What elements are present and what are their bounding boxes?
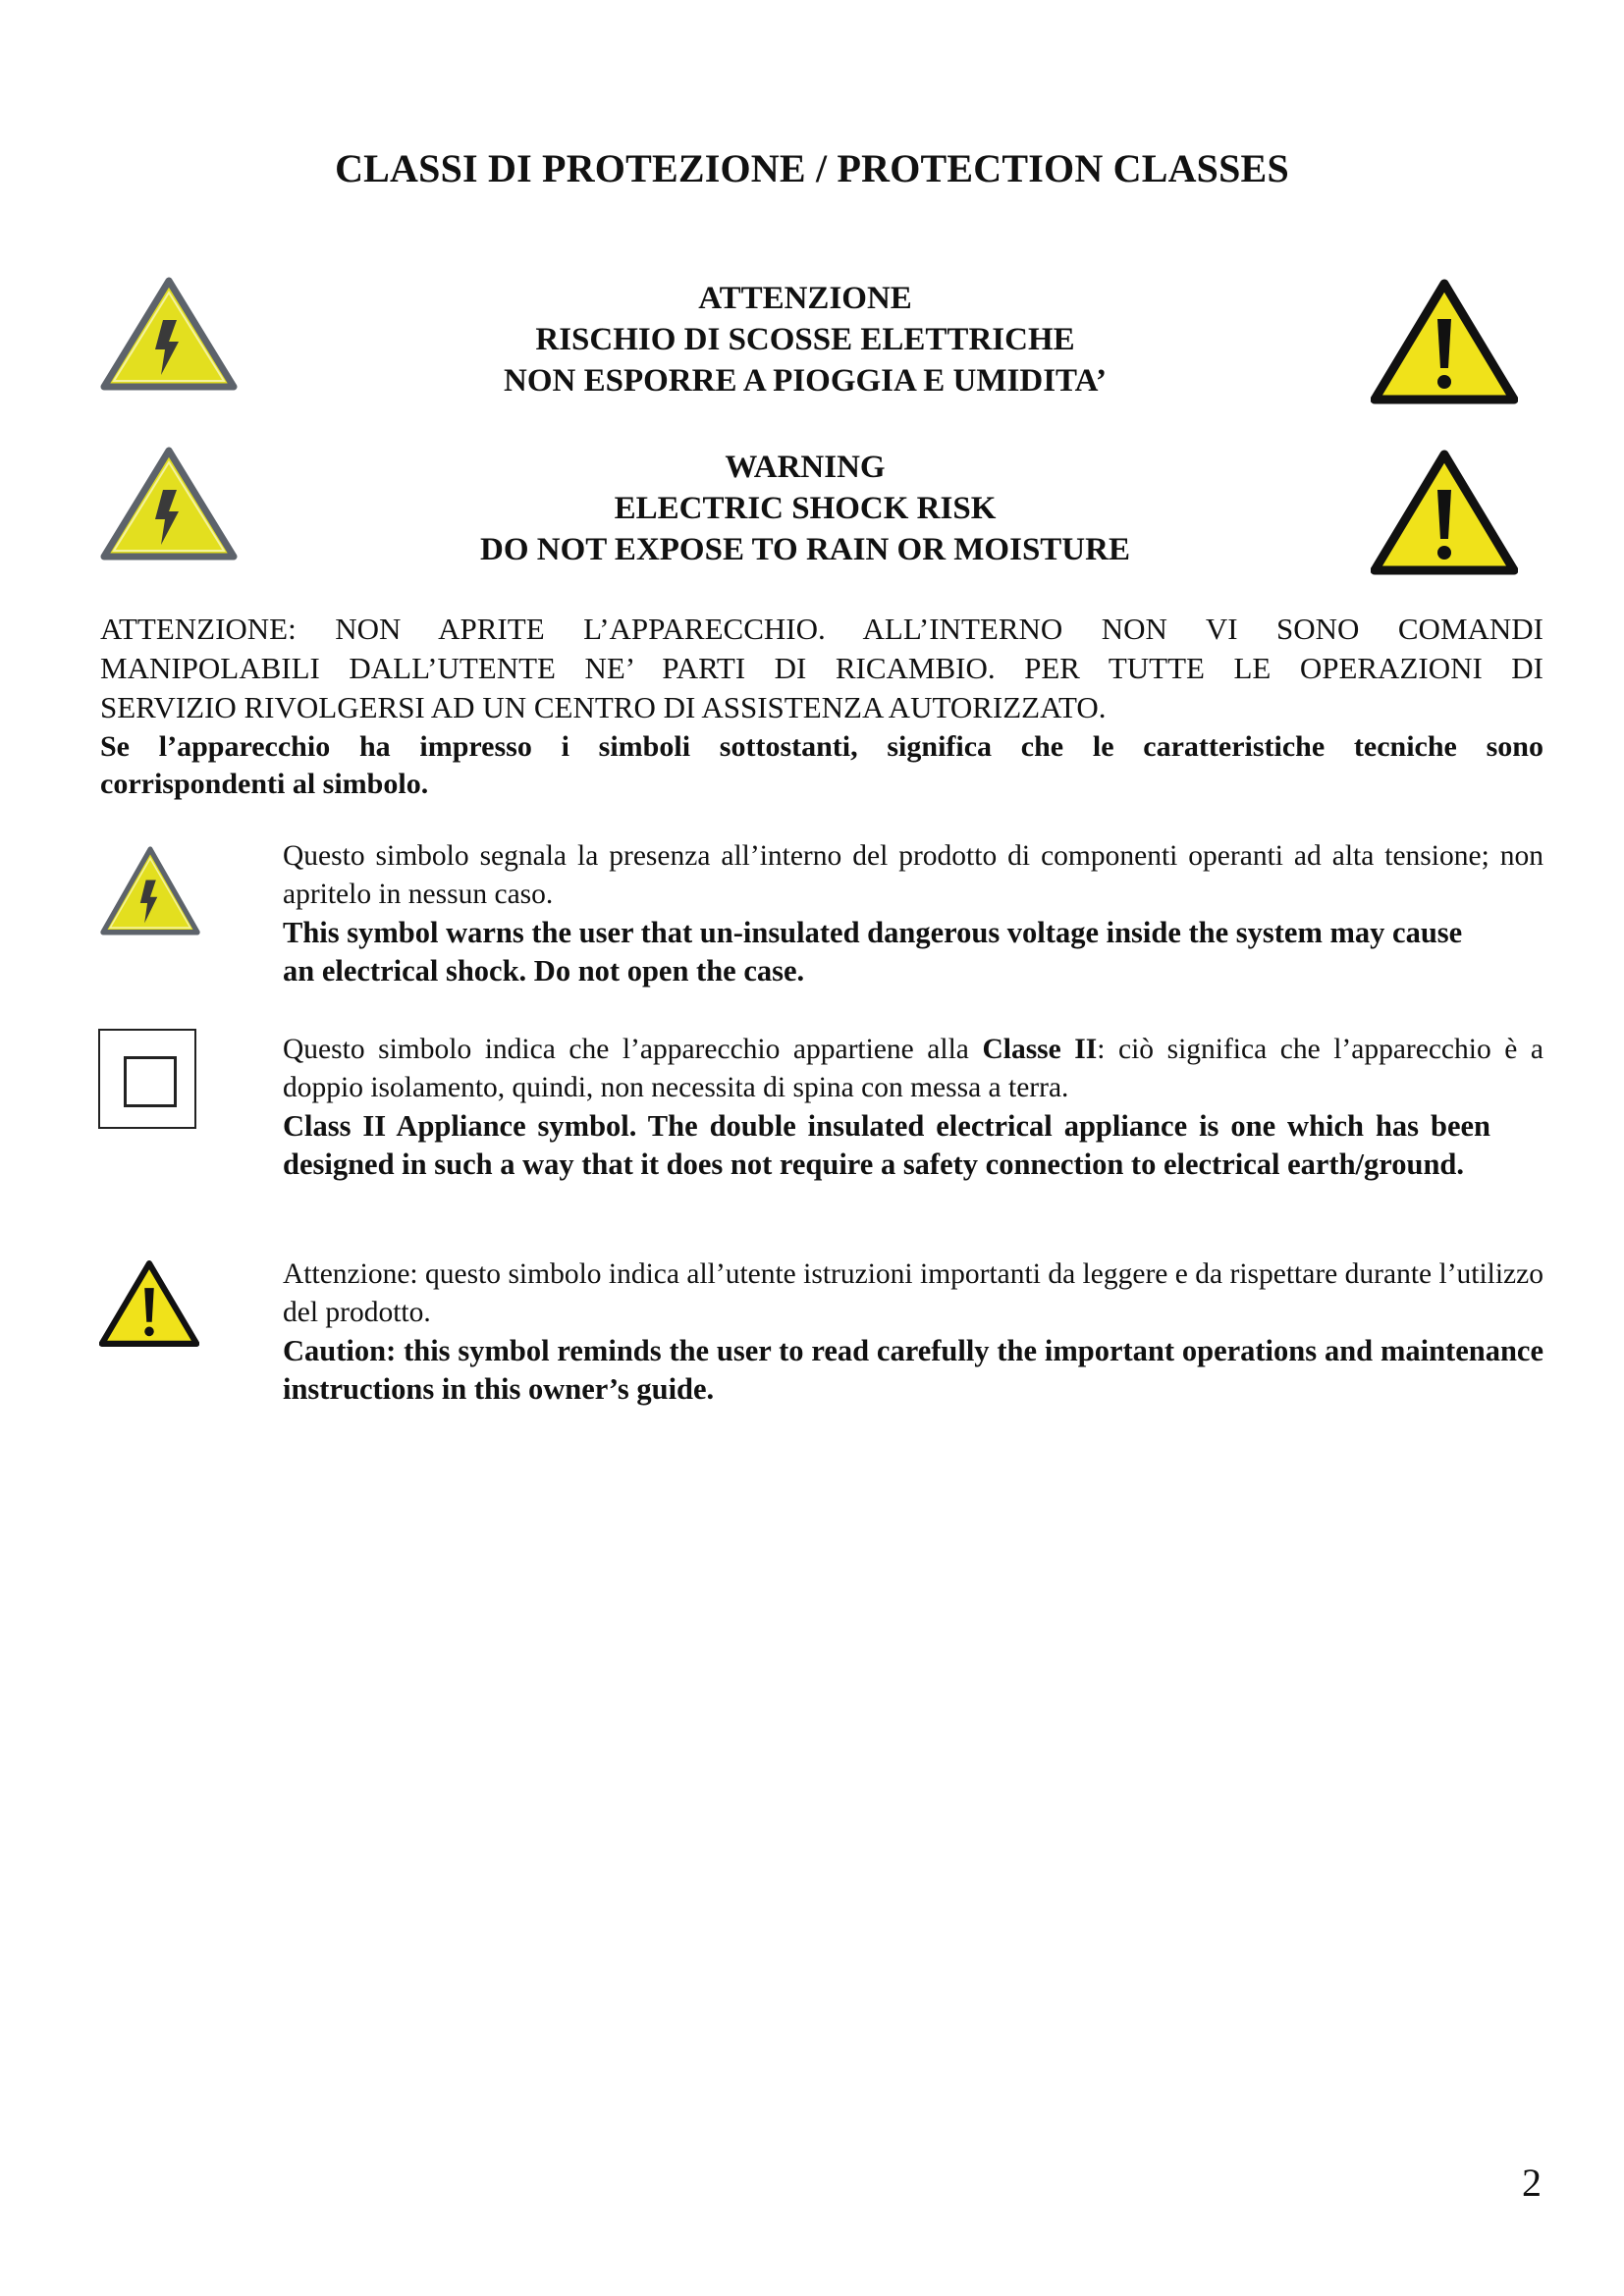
page-number: 2 — [1522, 2161, 1542, 2205]
symbol-caution-en: Caution: this symbol reminds the user to read carefully the important operations and maintenance instructions in this owner’s guide. — [283, 1334, 1543, 1406]
high-voltage-icon — [100, 277, 238, 395]
symbol-class2-it-pre: Questo simbolo indica che l’apparecchio appartiene alla — [283, 1034, 983, 1065]
warning-it-line1: ATTENZIONE — [698, 281, 912, 316]
symbol-caution-it: Attenzione: questo simbolo indica all’utente istruzioni importanti da leggere e da rispettare durante l’utilizzo del prodotto. — [283, 1258, 1543, 1328]
warning-it-line2: RISCHIO DI SCOSSE ELETTRICHE — [535, 322, 1075, 357]
class-ii-icon — [98, 1029, 196, 1129]
warning-it-line3: NON ESPORRE A PIOGGIA E UMIDITA’ — [504, 363, 1107, 399]
symbol-class2-it — [283, 1031, 1543, 1107]
warning-en-line1: WARNING — [725, 450, 886, 485]
symbol-class2-text — [283, 1031, 1543, 1184]
symbol-high-voltage-it: Questo simbolo segnala la presenza all’interno del prodotto di componenti operanti ad alta tensione; non apritelo in nessun caso. — [283, 840, 1543, 910]
page-title: CLASSI DI PROTEZIONE / PROTECTION CLASSES — [335, 146, 1289, 190]
symbol-high-voltage-text — [283, 837, 1543, 990]
notice-line2: MANIPOLABILI DALL’UTENTE NE’ PARTI DI RICAMBIO. PER TUTTE LE OPERAZIONI DI — [100, 651, 1543, 685]
notice-bold-line2: corrispondenti al simbolo. — [100, 768, 429, 800]
warning-en-line3: DO NOT EXPOSE TO RAIN OR MOISTURE — [480, 532, 1130, 567]
caution-icon — [1371, 449, 1518, 576]
notice-bold-line1: Se l’apparecchio ha impresso i simboli sottostanti, significa che le caratteristiche tecniche sono — [100, 730, 1543, 763]
warning-it — [353, 278, 1257, 401]
symbol-high-voltage-en: This symbol warns the user that un-insulated dangerous voltage inside the system may cause an electrical shock. Do not open the case. — [283, 916, 1463, 988]
notice-line3: SERVIZIO RIVOLGERSI AD UN CENTRO DI ASSISTENZA AUTORIZZATO. — [100, 690, 1107, 724]
high-voltage-icon — [100, 447, 238, 564]
notice-paragraph — [100, 612, 1543, 802]
warning-en-line2: ELECTRIC SHOCK RISK — [614, 491, 997, 526]
symbol-class2-it-post: : ciò significa che l’apparecchio è a doppio isolamento, quindi, non necessita di spina con messa a terra. — [283, 1034, 1544, 1103]
warning-en — [353, 447, 1257, 570]
high-voltage-icon — [100, 846, 200, 938]
caution-icon — [1371, 278, 1518, 405]
symbol-class2-en: Class II Appliance symbol. The double insulated electrical appliance is one which has been designed in such a way that it does not require a safety connection to electrical earth/ground. — [283, 1109, 1490, 1181]
caution-icon — [99, 1259, 199, 1348]
notice-line1: ATTENZIONE: NON APRITE L’APPARECCHIO. ALL’INTERNO NON VI SONO COMANDI — [100, 612, 1543, 646]
symbol-caution-text — [283, 1255, 1543, 1409]
symbol-class2-it-bold: Classe II — [982, 1034, 1098, 1065]
